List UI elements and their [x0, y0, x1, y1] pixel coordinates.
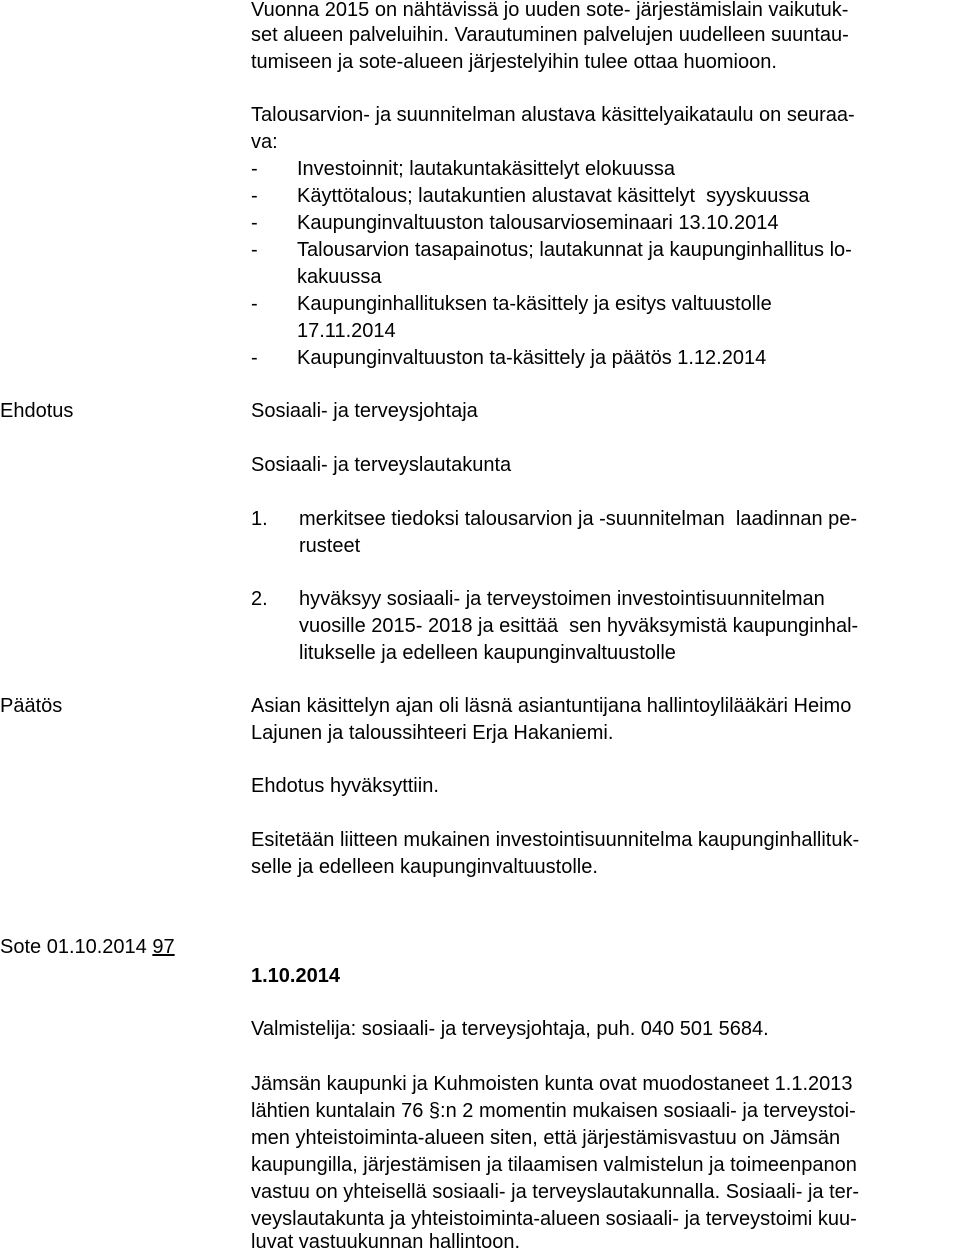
paatos-forward-line-1: Esitetään liitteen mukainen investointisuunnitelma kaupunginhallituk-: [251, 829, 860, 851]
ehdotus-item-2-number: 2.: [251, 588, 268, 610]
list-bullet: -: [251, 293, 258, 315]
paatos-approved: Ehdotus hyväksyttiin.: [251, 775, 439, 797]
sote-body-line-6: veyslautakunta ja yhteistoiminta-alueen sosiaali- ja terveystoimi kuu-: [251, 1208, 857, 1230]
paatos-forward-line-2: selle ja edelleen kaupunginvaltuustolle.: [251, 856, 598, 878]
sote-date: 1.10.2014: [251, 965, 340, 987]
sote-meeting-label: [0, 934, 175, 961]
sote-body-line-4: kaupungilla, järjestämisen ja tilaamisen valmistelun ja toimeenpanon: [251, 1154, 857, 1176]
sote-section-number: 97: [152, 936, 175, 958]
sote-body-line-1: Jämsän kaupunki ja Kuhmoisten kunta ovat muodostaneet 1.1.2013: [251, 1073, 853, 1095]
ehdotus-item-2-line-1: hyväksyy sosiaali- ja terveystoimen investointisuunnitelman: [299, 588, 825, 610]
intro-line-3: tumiseen ja sote-alueen järjestelyihin tulee ottaa huomioon.: [251, 51, 777, 73]
schedule-item-5-line-2: 17.11.2014: [297, 320, 396, 342]
paatos-label: Päätös: [0, 695, 63, 717]
schedule-item-6: Kaupunginvaltuuston ta-käsittely ja päätös 1.12.2014: [297, 347, 767, 369]
schedule-item-3: Kaupunginvaltuuston talousarvioseminaari 13.10.2014: [297, 212, 779, 234]
sote-preparer: Valmistelija: sosiaali- ja terveysjohtaja, puh. 040 501 5684.: [251, 1018, 769, 1040]
schedule-heading-line-2: va:: [251, 131, 278, 153]
ehdotus-item-2-line-3: litukselle ja edelleen kaupunginvaltuustolle: [299, 642, 676, 664]
list-bullet: -: [251, 239, 258, 261]
list-bullet: -: [251, 212, 258, 234]
sote-meeting-date: Sote 01.10.2014: [0, 936, 147, 958]
schedule-heading-line-1: Talousarvion- ja suunnitelman alustava käsittelyaikataulu on seuraa-: [251, 104, 855, 126]
schedule-item-4-line-1: Talousarvion tasapainotus; lautakunnat ja kaupunginhallitus lo-: [297, 239, 852, 261]
ehdotus-item-1-line-1: merkitsee tiedoksi talousarvion ja -suunnitelman laadinnan pe-: [299, 508, 858, 530]
sote-body-line-3: men yhteistoiminta-alueen siten, että järjestämisvastuu on Jämsän: [251, 1127, 841, 1149]
sote-body-line-2: lähtien kuntalain 76 §:n 2 momentin mukaisen sosiaali- ja terveystoi-: [251, 1100, 856, 1122]
ehdotus-item-1-number: 1.: [251, 508, 268, 530]
list-bullet: -: [251, 158, 258, 180]
list-bullet: -: [251, 185, 258, 207]
ehdotus-item-1-line-2: rusteet: [299, 535, 361, 557]
schedule-item-4-line-2: kakuussa: [297, 266, 382, 288]
ehdotus-item-2-line-2: vuosille 2015- 2018 ja esittää sen hyväksymistä kaupunginhal-: [299, 615, 859, 637]
ehdotus-body: Sosiaali- ja terveyslautakunta: [251, 454, 512, 476]
sote-body-line-7: luvat vastuukunnan hallintoon.: [251, 1231, 521, 1253]
paatos-text-line-2: Lajunen ja taloussihteeri Erja Hakaniemi.: [251, 722, 614, 744]
sote-body-line-5: vastuu on yhteisellä sosiaali- ja terveyslautakunnalla. Sosiaali- ja ter-: [251, 1181, 860, 1203]
paatos-text-line-1: Asian käsittelyn ajan oli läsnä asiantuntijana hallintoylilääkäri Heimo: [251, 695, 852, 717]
list-bullet: -: [251, 347, 258, 369]
intro-line-1: Vuonna 2015 on nähtävissä jo uuden sote- järjestämislain vaikutuk-: [251, 0, 849, 21]
schedule-item-2: Käyttötalous; lautakuntien alustavat käsittelyt syyskuussa: [297, 185, 810, 207]
ehdotus-presenter: Sosiaali- ja terveysjohtaja: [251, 400, 478, 422]
schedule-item-1: Investoinnit; lautakuntakäsittelyt elokuussa: [297, 158, 675, 180]
intro-line-2: set alueen palveluihin. Varautuminen palvelujen uudelleen suuntau-: [251, 24, 849, 46]
ehdotus-label: Ehdotus: [0, 400, 74, 422]
schedule-item-5-line-1: Kaupunginhallituksen ta-käsittely ja esitys valtuustolle: [297, 293, 772, 315]
